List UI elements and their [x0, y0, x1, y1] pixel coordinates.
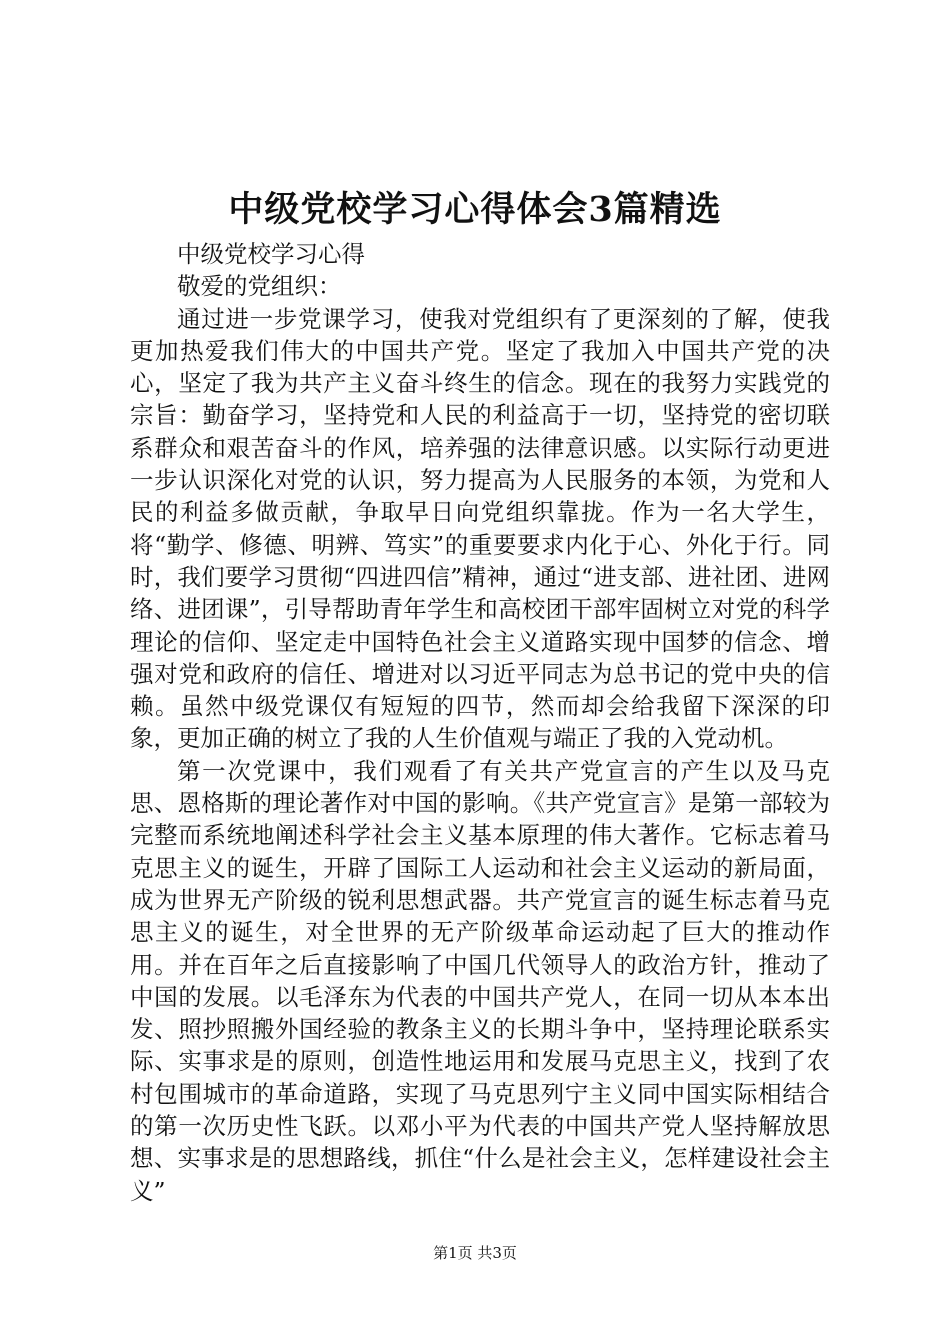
body-paragraph: 第一次党课中，我们观看了有关共产党宣言的产生以及马克思、恩格斯的理论著作对中国的影响。《共产党宣言》是第一部较为完整而系统地阐述科学社会主义基本原理的伟大著作。它标志着马克思主义的诞生，开辟了国际工人运动和社会主义运动的新局面，成为世界无产阶级的锐利思想武器。共产党宣言的诞生标志着马克思主义的诞生，对全世界的无产阶级革命运动起了巨大的推动作用。并在百年之后直接影响了中国几代领导人的政治方针，推动了中国的发展。以毛泽东为代表的中国共产党人，在同一切从本本出发、照抄照搬外国经验的教条主义的长期斗争中，坚持理论联系实际、实事求是的原则，创造性地运用和发展马克思主义，找到了农村包围城市的革命道路，实现了马克思列宁主义同中国实际相结合的第一次历史性飞跃。以邓小平为代表的中国共产党人坚持解放思想、实事求是的思想路线，抓住“什么是社会主义，怎样建设社会主义” — [130, 756, 830, 1205]
document-title: 中级党校学习心得体会3篇精选 — [228, 189, 722, 230]
page-footer: 第1页 共3页 — [433, 1244, 517, 1262]
body-paragraph: 通过进一步党课学习，使我对党组织有了更深刻的了解，使我更加热爱我们伟大的中国共产党。坚定了我加入中国共产党的决心，坚定了我为共产主义奋斗终生的信念。现在的我努力实践党的宗旨：勤奋学习，坚持党和人民的利益高于一切，坚持党的密切联系群众和艰苦奋斗的作风，培养强的法律意识感。以实际行动更进一步认识深化对党的认识，努力提高为人民服务的本领，为党和人民的利益多做贡献，争取早日向党组织靠拢。作为一名大学生，将“勤学、修德、明辨、笃实”的重要要求内化于心、外化于行。同时，我们要学习贯彻“四进四信”精神，通过“进支部、进社团、进网络、进团课”，引导帮助青年学生和高校团干部牢固树立对党的科学理论的信仰、坚定走中国特色社会主义道路实现中国梦的信念、增强对党和政府的信任、增进对以习近平同志为总书记的党中央的信赖。虽然中级党课仅有短短的四节，然而却会给我留下深深的印象，更加正确的树立了我的人生价值观与端正了我的入党动机。 — [130, 304, 830, 753]
document-body — [130, 238, 830, 1207]
salutation-paragraph: 敬爱的党组织： — [177, 272, 342, 301]
subtitle-paragraph: 中级党校学习心得 — [177, 240, 365, 268]
